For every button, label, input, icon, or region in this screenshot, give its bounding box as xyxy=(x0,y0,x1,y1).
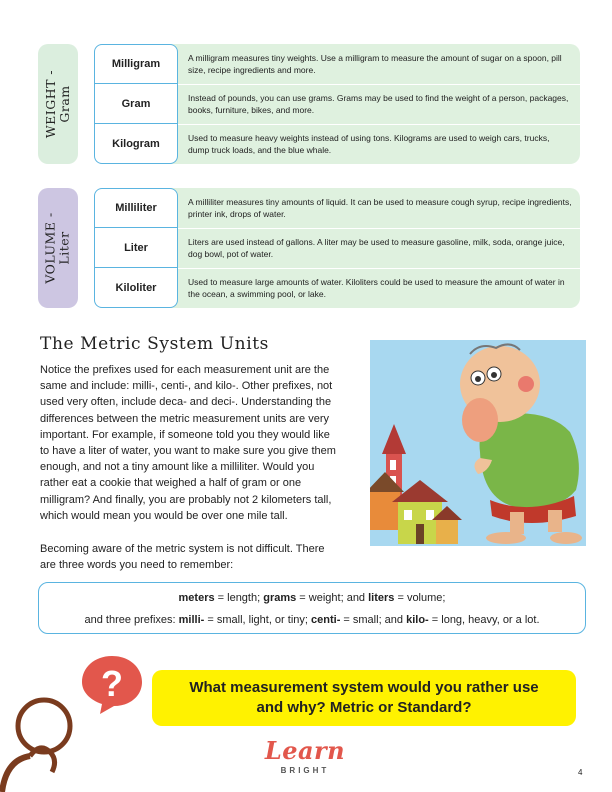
unit-name: Liter xyxy=(94,228,178,268)
question-mark-icon xyxy=(80,654,144,714)
unit-description: Liters are used instead of gallons. A liter may be used to measure gasoline, milk, soda, orange juice, dog bowl, pot of water. xyxy=(188,237,565,259)
logo-wordmark: Learn xyxy=(264,736,346,765)
unit-row-kilogram xyxy=(94,124,580,164)
question-line: What measurement system would you rather use xyxy=(189,679,539,696)
weight-side-tab xyxy=(38,44,78,164)
page-number: 4 xyxy=(578,768,583,777)
question-line: and why? Metric or Standard? xyxy=(256,699,472,716)
volume-tab-label: VOLUME - xyxy=(43,212,59,284)
units-definition-line: meters = length; grams = weight; and liters = volume; xyxy=(178,592,446,604)
unit-name: Milligram xyxy=(94,44,178,84)
weight-tab-unit: Gram xyxy=(57,85,72,123)
weight-tab-label: WEIGHT - xyxy=(43,69,58,139)
unit-name: Kiloliter xyxy=(94,268,178,308)
giant-man-illustration xyxy=(370,340,586,554)
unit-row-gram xyxy=(94,84,580,124)
volume-tab-unit: Liter xyxy=(57,231,73,265)
unit-description: Used to measure heavy weights instead of using tons. Kilograms are used to weigh cars, trucks, dump truck loads, and the blue whale. xyxy=(188,133,550,155)
question-banner xyxy=(152,670,576,726)
key-terms-box xyxy=(38,582,586,634)
unit-row-milligram xyxy=(94,44,580,84)
term-centi: centi- xyxy=(311,614,341,626)
volume-units-table xyxy=(38,188,580,308)
unit-row-kiloliter xyxy=(94,268,580,308)
learn-bright-logo xyxy=(250,732,360,782)
logo-subtitle: BRIGHT xyxy=(280,766,330,775)
section-title: The Metric System Units xyxy=(40,334,269,354)
unit-name: Kilogram xyxy=(94,124,178,164)
unit-name: Milliliter xyxy=(94,188,178,228)
unit-row-milliliter xyxy=(94,188,580,228)
weight-units-table xyxy=(38,44,580,164)
unit-description: Used to measure large amounts of water. Kiloliters could be used to measure the amount of water in the ocean, a swimming pool, or lake. xyxy=(188,277,565,299)
prefix-definition-line: and three prefixes: milli- = small, light, or tiny; centi- = small; and kilo- = long, heavy, or a lot. xyxy=(84,614,540,626)
term-kilo: kilo- xyxy=(406,614,429,626)
term-milli: milli- xyxy=(178,614,205,626)
svg-text:?: ? xyxy=(101,663,123,704)
unit-description: A milligram measures tiny weights. Use a milligram to measure the amount of sugar on a spoon, pill size, recipe ingredients and more. xyxy=(188,53,562,75)
unit-name: Gram xyxy=(94,84,178,124)
volume-side-tab xyxy=(38,188,78,308)
unit-description: Instead of pounds, you can use grams. Grams may be used to find the weight of a person, packages, books, furniture, bikes, and more. xyxy=(188,93,569,115)
body-paragraph: Notice the prefixes used for each measurement unit are the same and include: milli-, centi-, and kilo-. Other prefixes, not used very often, include deca- and deci-. Understanding the differences between the metric measurement units are very important. For example, if someone told you they would like to have a liter of water, you want to make sure you give them enough, and not a tiny amount like a milliliter. Would you rather eat a cookie that weighed a half of gram or one milligram? And finally, you are probably not 2 kilometers tall, which would mean you would be over one mile tall. xyxy=(40,364,336,522)
unit-row-liter xyxy=(94,228,580,268)
term-liters: liters xyxy=(368,592,395,604)
unit-description: A milliliter measures tiny amounts of liquid. It can be used to measure cough syrup, recipe ingredients, printer ink, drops of water. xyxy=(188,197,572,219)
term-meters: meters xyxy=(178,592,215,604)
term-grams: grams xyxy=(263,592,297,604)
body-paragraph: Becoming aware of the metric system is not difficult. There are three words you need to remember: xyxy=(40,543,325,572)
